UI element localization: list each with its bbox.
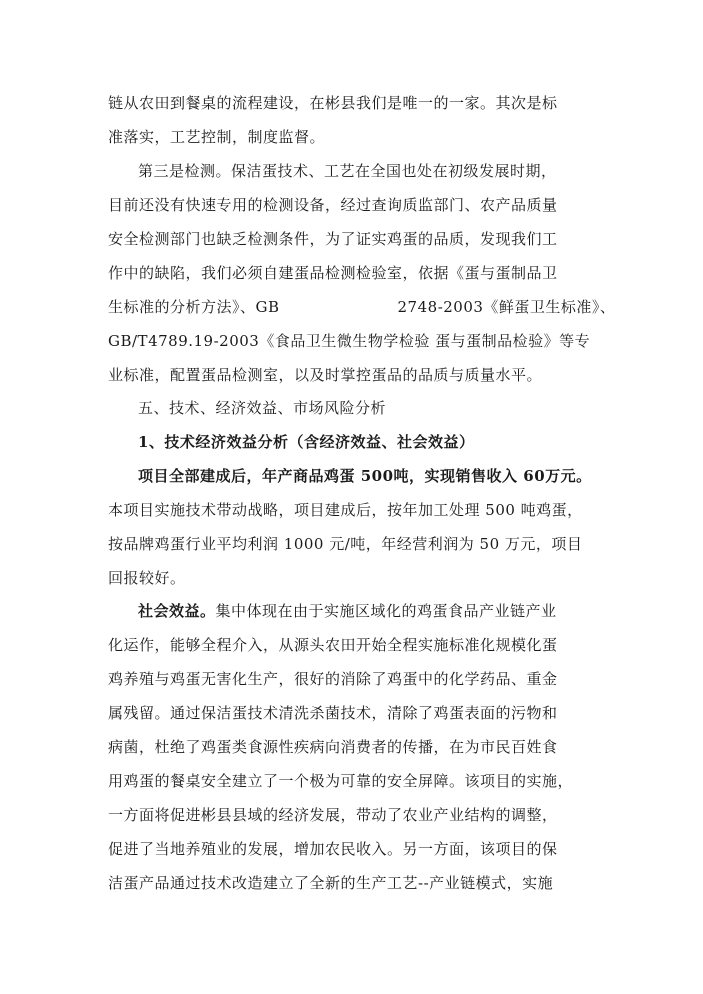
text-line: 本项目实施技术带动战略，项目建成后，按年加工处理 500 吨鸡蛋， bbox=[108, 501, 583, 519]
text-line: 目前还没有快速专用的检测设备，经过查询质监部门、农产品质量 bbox=[108, 196, 558, 214]
text-line: 准落实，工艺控制，制度监督。 bbox=[108, 128, 326, 146]
text-fragment: 生标准的分析方法》、GB bbox=[108, 298, 280, 316]
text-line: 链从农田到餐桌的流程建设，在彬县我们是唯一的一家。其次是标 bbox=[108, 94, 558, 112]
text-line: 促进了当地养殖业的发展，增加农民收入。另一方面，该项目的保 bbox=[108, 840, 558, 858]
bold-summary: 项目全部建成后，年产商品鸡蛋 500吨，实现销售收入 60万元。 bbox=[138, 467, 592, 485]
text-line bbox=[108, 297, 615, 317]
text-line: 属残留。通过保洁蛋技术清洗杀菌技术，清除了鸡蛋表面的污物和 bbox=[108, 704, 558, 722]
section-heading: 五、技术、经济效益、市场风险分析 bbox=[138, 399, 387, 417]
text-line: 安全检测部门也缺乏检测条件，为了证实鸡蛋的品质，发现我们工 bbox=[108, 230, 558, 248]
text-line: 化运作，能够全程介入，从源头农田开始全程实施标准化规模化蛋 bbox=[108, 636, 558, 654]
text-line: 用鸡蛋的餐桌安全建立了一个极为可靠的安全屏障。该项目的实施， bbox=[108, 772, 574, 790]
text-line: 一方面将促进彬县县域的经济发展，带动了农业产业结构的调整， bbox=[108, 806, 558, 824]
paragraph-start: 第三是检测。保洁蛋技术、工艺在全国也处在初级发展时期， bbox=[138, 162, 557, 180]
bold-lead: 社会效益。 bbox=[138, 602, 216, 620]
text-line: 回报较好。 bbox=[108, 569, 186, 587]
text-line: 业标准，配置蛋品检测室，以及时掌控蛋品的品质与质量水平。 bbox=[108, 366, 543, 384]
subsection-heading: 1、技术经济效益分析（含经济效益、社会效益） bbox=[138, 433, 475, 451]
text-line: GB/T4789.19-2003《食品卫生微生物学检验 蛋与蛋制品检验》等专 bbox=[108, 332, 591, 350]
text-fragment: 2748-2003《鲜蛋卫生标准》、 bbox=[397, 298, 616, 316]
text-line: 作中的缺陷，我们必须自建蛋品检测检验室，依据《蛋与蛋制品卫 bbox=[108, 264, 558, 282]
text-line: 病菌，杜绝了鸡蛋类食源性疾病向消费者的传播，在为市民百姓食 bbox=[108, 738, 558, 756]
text-line: 洁蛋产品通过技术改造建立了全新的生产工艺--产业链模式，实施 bbox=[108, 874, 554, 892]
text-line bbox=[138, 601, 557, 621]
text-line: 按品牌鸡蛋行业平均利润 1000 元/吨，年经营利润为 50 万元，项目 bbox=[108, 535, 583, 553]
text-fragment: 集中体现在由于实施区域化的鸡蛋食品产业链产业 bbox=[215, 602, 557, 620]
text-line: 鸡养殖与鸡蛋无害化生产，很好的消除了鸡蛋中的化学药品、重金 bbox=[108, 670, 558, 688]
